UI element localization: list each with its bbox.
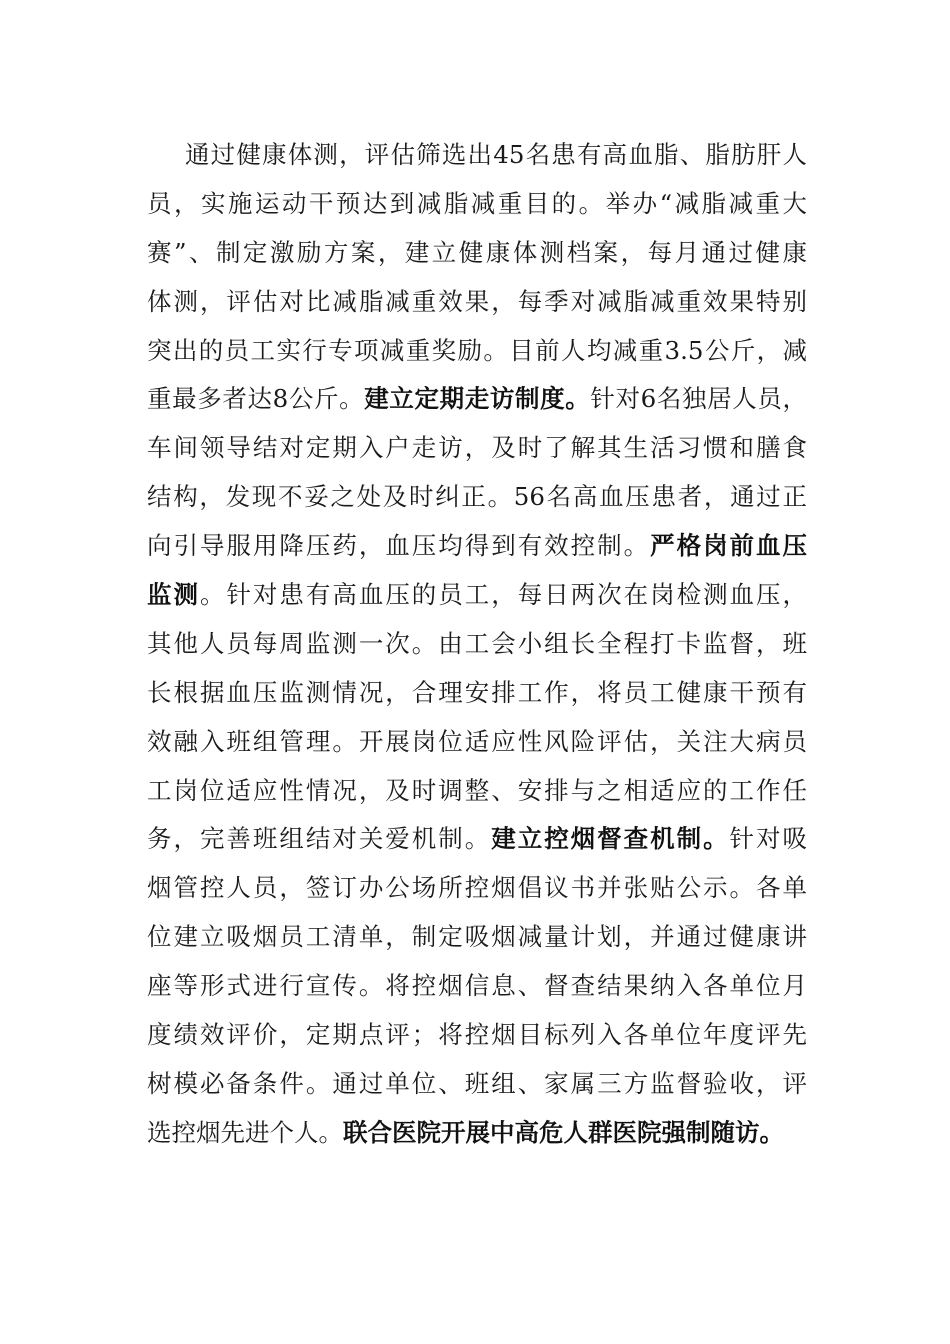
text-line xyxy=(147,718,807,767)
bold-heading-segment: 建立定期走访制度。 xyxy=(364,384,591,414)
text-line xyxy=(147,767,807,816)
text-line xyxy=(147,669,807,718)
text-segment: 体测，评估对比减脂减重效果，每季对减脂减重效果特别 xyxy=(147,286,807,316)
text-line xyxy=(147,815,807,864)
text-segment: 。针对患有高血压的员工，每日两次在岗检测血压， xyxy=(199,580,808,610)
text-segment: 效融入班组管理。开展岗位适应性风险评估，关注大病员 xyxy=(147,726,807,756)
text-line xyxy=(147,962,807,1011)
text-segment: 员，实施运动干预达到减脂减重目的。举办“减脂减重大 xyxy=(147,188,807,218)
bold-heading-segment: 联合医院开展中高危人群医院强制随访。 xyxy=(343,1117,784,1147)
bold-heading-segment: 监测 xyxy=(147,580,200,610)
text-segment: 长根据血压监测情况，合理安排工作，将员工健康干预有 xyxy=(147,677,807,707)
text-line xyxy=(147,864,807,913)
bold-heading-segment: 严格岗前血压 xyxy=(650,531,808,561)
text-line xyxy=(147,327,807,376)
text-line xyxy=(147,375,807,424)
text-line xyxy=(147,229,807,278)
text-line xyxy=(147,913,807,962)
text-line xyxy=(147,180,807,229)
text-line xyxy=(147,620,807,669)
text-segment: 座等形式进行宣传。将控烟信息、督查结果纳入各单位月 xyxy=(147,971,807,1001)
text-line xyxy=(147,1109,807,1158)
text-line xyxy=(147,1011,807,1060)
text-segment: 赛”、制定激励方案，建立健康体测档案，每月通过健康 xyxy=(147,237,807,267)
text-segment: 工岗位适应性情况，及时调整、安排与之相适应的工作任 xyxy=(147,775,807,805)
body-paragraph xyxy=(147,131,807,1158)
text-segment: 针对6名独居人员， xyxy=(590,384,807,414)
text-line xyxy=(147,473,807,522)
text-segment: 结构，发现不妥之处及时纠正。56名高血压患者，通过正 xyxy=(147,482,807,512)
text-segment: 其他人员每周监测一次。由工会小组长全程打卡监督，班 xyxy=(147,628,807,658)
text-segment: 烟管控人员，签订办公场所控烟倡议书并张贴公示。各单 xyxy=(147,873,807,903)
text-segment: 选控烟先进个人。 xyxy=(147,1117,343,1147)
text-line xyxy=(147,424,807,473)
text-line xyxy=(147,522,807,571)
text-line xyxy=(147,1060,807,1109)
text-line xyxy=(147,278,807,327)
text-segment: 针对吸 xyxy=(729,824,808,854)
text-line xyxy=(147,571,807,620)
text-segment: 向引导服用降压药，血压均得到有效控制。 xyxy=(147,531,651,561)
text-segment: 度绩效评价，定期点评；将控烟目标列入各单位年度评先 xyxy=(147,1020,807,1050)
text-segment: 树模必备条件。通过单位、班组、家属三方监督验收，评 xyxy=(147,1068,807,1098)
text-segment: 重最多者达8公斤。 xyxy=(147,384,365,414)
text-segment: 车间领导结对定期入户走访，及时了解其生活习惯和膳食 xyxy=(147,433,807,463)
text-line xyxy=(147,131,807,180)
text-segment: 通过健康体测，评估筛选出45名患有高血脂、脂肪肝人 xyxy=(185,140,807,169)
text-segment: 位建立吸烟员工清单，制定吸烟减量计划，并通过健康讲 xyxy=(147,922,807,952)
text-segment: 务，完善班组结对关爱机制。 xyxy=(147,824,492,854)
text-segment: 突出的员工实行专项减重奖励。目前人均减重3.5公斤，减 xyxy=(147,335,807,365)
bold-heading-segment: 建立控烟督查机制。 xyxy=(491,824,730,854)
